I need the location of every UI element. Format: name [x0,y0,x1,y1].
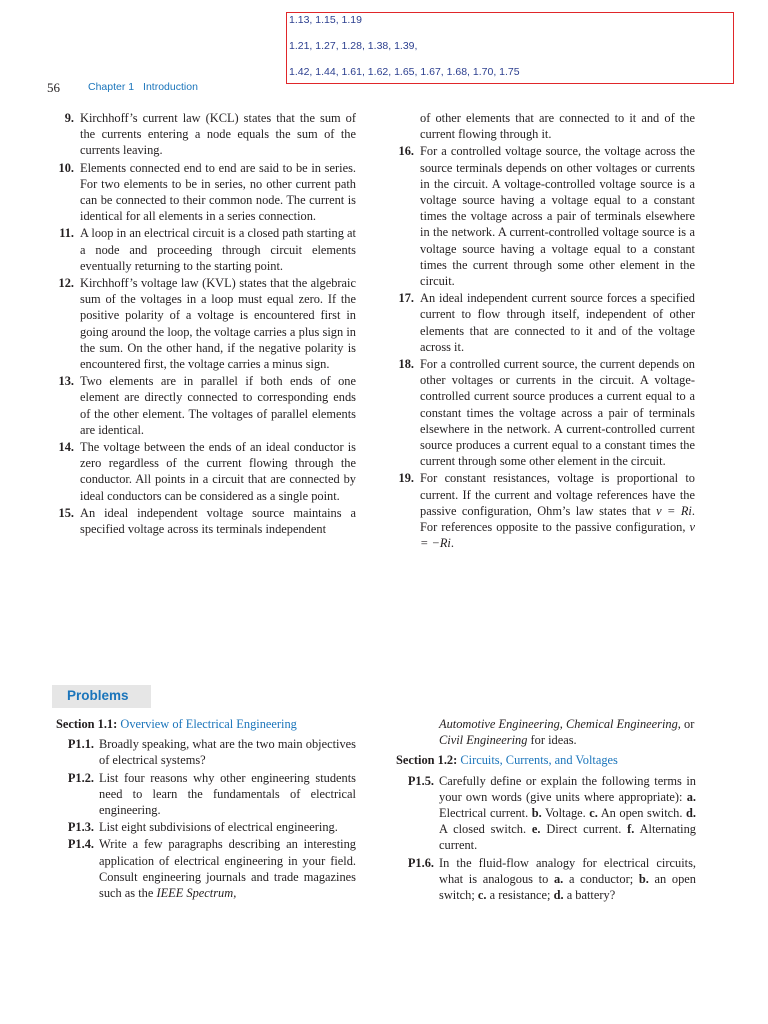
problem-text [439,856,696,902]
summary-item-12 [52,275,356,372]
problem-p1-5 [396,773,696,854]
problem-text [439,774,696,853]
item-number: 16. [398,144,414,159]
problem-number: P1.3. [67,820,94,835]
summary-item-19 [392,470,695,551]
problem-text-part: Write a few paragraphs describing an interesting application of electrical engineering in your field. Consult engineering journals and trade magazines such as the [99,837,356,901]
summary-item-17 [392,290,695,355]
problem-p1-1 [56,736,356,768]
part-text: A closed switch. [439,822,532,837]
problem-number: P1.5. [407,773,434,788]
item-number: 13. [58,374,74,389]
item-text [420,471,695,550]
annotation-box [286,12,734,84]
problem-p1-6 [396,855,696,904]
summary-item-18 [392,356,695,469]
part-text: an open switch; [439,871,697,903]
item-number: 9. [64,111,74,125]
problems-column-left [56,716,356,902]
part-text: An open switch. [597,806,687,821]
running-head [88,81,204,93]
annotation-line-2: 1.21, 1.27, 1.28, 1.38, 1.39, [289,40,418,52]
item-number: 19. [398,471,414,486]
part-letter: c. [477,888,487,903]
item-text: The voltage between the ends of an ideal conductor is zero regardless of the current flowing through the conductor. All points in a circuit that are connected by ideal conductors can be considered as a single point. [80,440,356,503]
item-text-part: . [450,536,454,551]
part-letter: d. [686,806,697,821]
part-text: Direct current. [540,822,628,837]
section-heading-1-1 [56,716,356,732]
item-text-part: . For references opposite to the passive configuration, [420,503,695,535]
summary-item-15 [52,505,356,537]
problem-p1-3 [56,819,356,835]
part-letter: d. [553,888,564,903]
section-title: Circuits, Currents, and Voltages [460,753,618,768]
part-letter: c. [589,806,598,821]
item-text: Elements connected end to end are said to be in series. For two elements to be in series, no other current path can be connected to their common node. The current is identical for all elements in a series connection. [80,160,356,224]
problem-p1-4 [56,836,356,901]
part-text: a conductor; [563,871,639,886]
part-text: a resistance; [486,888,554,903]
problem-number: P1.2. [67,770,94,785]
problem-p1-2 [56,770,356,819]
summary-item-16 [392,143,695,289]
problem-text-part: or [680,717,695,731]
item-text: An ideal independent current source forces a specified current to flow through itself, independent of other elements that are connected to it and of the voltage across it. [420,291,695,354]
problem-text: List eight subdivisions of electrical engineering. [99,820,338,835]
problem-p1-4-continued [396,716,696,748]
summary-item-15-continued: of other elements that are connected to it and of the current flowing through it. [420,111,695,142]
item-text: For a controlled voltage source, the voltage across the source terminals depends on other voltages or currents in the circuit. A voltage-controlled voltage source is a voltage source having a voltage equal to a constant times the voltage across a pair of terminals elsewhere in the network. A current-controlled voltage source is a voltage source having a voltage equal to a constant times the current through some other element in the circuit. [420,144,695,289]
summary-item-10 [52,160,356,225]
item-number: 12. [58,276,74,291]
summary-item-11 [52,225,356,274]
problem-number: P1.1. [67,737,94,752]
section-label: Section 1.1: [56,717,118,731]
ohms-law-equation: v = Ri [656,503,692,518]
summary-column-left [52,110,356,538]
summary-column-right [392,110,695,552]
page-number: 56 [47,80,60,95]
problem-text: List four reasons why other engineering students need to learn the fundamentals of electrical engineering. [99,770,356,818]
journal-names: Automotive Engineering, Chemical Engineering, [439,717,681,731]
journal-name: IEEE Spectrum, [156,886,237,901]
item-text: A loop in an electrical circuit is a closed path starting at a node and proceeding through circuit elements eventually returning to the starting point. [80,226,356,273]
item-number: 10. [58,160,74,175]
problems-heading: Problems [67,688,129,703]
part-letter: a. [553,871,564,886]
item-text: For a controlled current source, the current depends on other voltages or currents in the circuit. A voltage-controlled current source produces a current equal to a constant times the voltage across a pair of terminals elsewhere in the network. A current-controlled current source produces a current equal to a constant times the current through some other element in the circuit. [420,357,695,469]
part-letter: b. [638,871,649,886]
item-text-part: For constant resistances, voltage is proportional to current. If the current and voltage references have the passive configuration, Ohm’s law states that [420,471,695,518]
problems-column-right [396,716,696,904]
section-heading-1-2 [396,752,696,768]
ohms-law-negative-equation: v = −Ri [420,520,695,551]
problem-number: P1.4. [67,837,94,852]
part-text: Alternating current. [439,822,696,853]
item-number: 14. [58,440,74,455]
part-letter: e. [531,822,541,837]
part-letter: a. [686,789,696,804]
problem-text [99,837,356,900]
item-number: 18. [398,357,414,372]
part-text: Electrical current. [439,806,532,821]
annotation-line-1: 1.13, 1.15, 1.19 [289,14,362,26]
part-text: Voltage. [541,806,590,821]
item-number: 17. [398,291,414,306]
summary-item-9 [52,110,356,159]
summary-item-13 [52,373,356,438]
journal-name: Civil Engineering [439,733,528,748]
chapter-label: Chapter 1 [88,81,135,93]
item-text: An ideal independent voltage source maintains a specified voltage across its terminals independent [80,505,356,537]
problem-text: Broadly speaking, what are the two main objectives of electrical systems? [99,737,356,768]
chapter-title: Introduction [143,81,198,93]
item-number: 11. [59,226,74,241]
problem-text-part: for ideas. [527,733,577,748]
section-title: Overview of Electrical Engineering [120,717,297,731]
item-text: Kirchhoff’s voltage law (KVL) states that the algebraic sum of the voltages in a loop must equal zero. If the positive polarity of a voltage is encountered first in going around the loop, the voltage carries a plus sign in the sum. On the other hand, if the negative polarity is encountered first, the voltage carries a minus sign. [80,276,356,372]
section-label: Section 1.2: [396,753,458,768]
item-number: 15. [58,505,74,520]
problem-number: P1.6. [407,855,434,870]
item-text: Two elements are in parallel if both ends of one element are directly connected to corresponding ends of the other element. The voltages of parallel elements are identical. [80,374,356,437]
annotation-line-3: 1.42, 1.44, 1.61, 1.62, 1.65, 1.67, 1.68, 1.70, 1.75 [289,66,520,78]
part-text: a battery? [563,888,616,903]
problem-text-part: Carefully define or explain the following terms in your own words (give units where appropriate): [439,773,696,804]
item-text: Kirchhoff’s current law (KCL) states that the sum of the currents entering a node equals the sum of the currents leaving. [80,111,356,158]
part-letter: f. [627,822,635,837]
summary-item-14 [52,439,356,504]
problem-text-part: In the fluid-flow analogy for electrical circuits, what is analogous to [439,855,696,886]
part-letter: b. [531,806,542,821]
